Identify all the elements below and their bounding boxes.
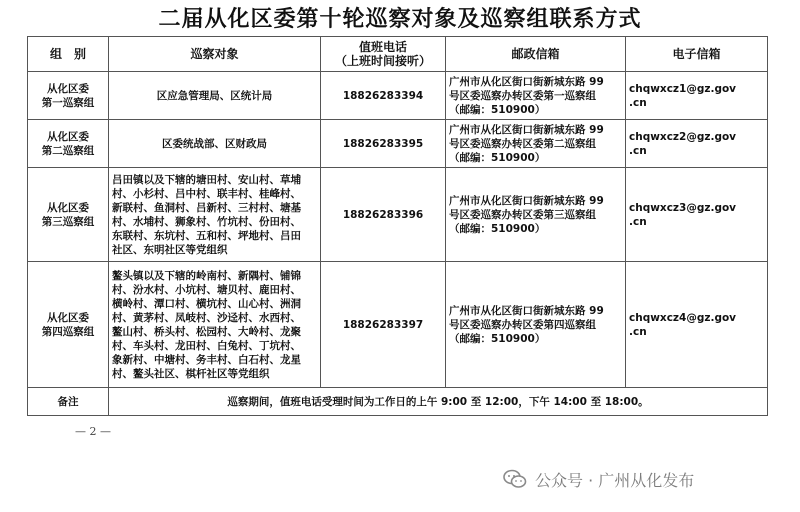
header-phone-line1: 值班电话 <box>358 40 407 54</box>
target-line: 村、鳌头社区、棋杆社区等党组织 <box>112 367 270 380</box>
table-row <box>28 72 768 120</box>
inspection-contact-table <box>27 36 768 416</box>
header-phone-line2: （上班时间接听） <box>334 54 431 68</box>
target-line: 社区、东明社区等党组织 <box>112 243 228 256</box>
watermark <box>503 466 694 492</box>
address-line: 广州市从化区街口街新城东路 99 <box>449 304 604 317</box>
group-line: 第四巡察组 <box>41 325 95 338</box>
table-header-row <box>28 37 768 72</box>
address-cell <box>446 72 626 120</box>
address-line: 广州市从化区街口街新城东路 99 <box>449 123 604 136</box>
phone-cell: 18826283396 <box>321 168 446 262</box>
header-group: 组 别 <box>28 37 109 72</box>
group-cell <box>28 262 109 388</box>
target-line: 横岭村、潭口村、横坑村、山心村、洲洞 <box>112 297 301 310</box>
watermark-text: 公众号 · 广州从化发布 <box>535 470 695 490</box>
email-line: .cn <box>629 96 647 109</box>
group-line: 从化区委 <box>47 130 89 143</box>
remark-row <box>28 388 768 416</box>
address-cell <box>446 120 626 168</box>
table-row <box>28 120 768 168</box>
target-line: 村、黄茅村、凤岐村、沙迳村、水西村、 <box>112 311 301 324</box>
email-line: .cn <box>629 215 647 228</box>
target-cell <box>109 72 321 120</box>
target-line: 区委统战部、区财政局 <box>162 137 267 150</box>
address-line: 号区委巡察办转区委第二巡察组 <box>449 137 596 150</box>
target-line: 新联村、鱼洞村、吕新村、三村村、塘基 <box>112 201 301 214</box>
group-cell <box>28 168 109 262</box>
group-line: 第三巡察组 <box>41 215 95 228</box>
email-cell <box>626 72 768 120</box>
address-cell <box>446 262 626 388</box>
group-line: 从化区委 <box>47 201 89 214</box>
email-line: .cn <box>629 325 647 338</box>
address-line: （邮编：510900） <box>449 222 546 235</box>
target-line: 区应急管理局、区统计局 <box>156 89 273 102</box>
address-line: 广州市从化区街口街新城东路 99 <box>449 194 604 207</box>
header-address: 邮政信箱 <box>446 37 626 72</box>
header-target: 巡察对象 <box>109 37 321 72</box>
target-line: 村、水埔村、狮象村、竹坑村、份田村、 <box>112 215 301 228</box>
phone-cell: 18826283397 <box>321 262 446 388</box>
target-line: 象新村、中塘村、务丰村、白石村、龙星 <box>112 353 301 366</box>
document-title: 二届从化区委第十轮巡察对象及巡察组联系方式 <box>158 7 642 32</box>
target-line: 村、汾水村、小坑村、塘贝村、鹿田村、 <box>112 283 301 296</box>
target-line: 村、车头村、龙田村、白兔村、丁坑村、 <box>112 339 301 352</box>
email-line: chqwxcz4@gz.gov <box>629 311 737 324</box>
address-line: 广州市从化区街口街新城东路 99 <box>449 75 604 88</box>
phone-cell: 18826283395 <box>321 120 446 168</box>
header-email: 电子信箱 <box>626 37 768 72</box>
header-phone <box>321 37 446 72</box>
group-line: 从化区委 <box>47 82 89 95</box>
table-row <box>28 168 768 262</box>
address-line: 号区委巡察办转区委第一巡察组 <box>449 89 596 102</box>
address-cell <box>446 168 626 262</box>
email-cell <box>626 168 768 262</box>
address-line: 号区委巡察办转区委第四巡察组 <box>449 318 596 331</box>
email-cell <box>626 120 768 168</box>
target-line: 鳌山村、桥头村、松园村、大岭村、龙聚 <box>112 325 301 338</box>
target-cell <box>109 262 321 388</box>
phone-cell: 18826283394 <box>321 72 446 120</box>
target-line: 鳌头镇以及下辖的岭南村、新隅村、铺锦 <box>112 269 301 282</box>
group-line: 从化区委 <box>47 311 89 324</box>
remark-label: 备注 <box>28 388 109 416</box>
email-cell <box>626 262 768 388</box>
email-line: chqwxcz3@gz.gov <box>629 201 737 214</box>
target-line: 吕田镇以及下辖的塘田村、安山村、草埔 <box>112 173 301 186</box>
address-line: （邮编：510900） <box>449 332 546 345</box>
wechat-icon <box>503 469 527 489</box>
group-cell <box>28 72 109 120</box>
group-cell <box>28 120 109 168</box>
target-cell <box>109 120 321 168</box>
target-cell <box>109 168 321 262</box>
remark-text: 巡察期间，值班电话受理时间为工作日的上午 9:00 至 12:00，下午 14:00 至 18:00。 <box>109 388 768 416</box>
target-line: 东联村、东坑村、五和村、坪地村、吕田 <box>112 229 301 242</box>
address-line: （邮编：510900） <box>449 151 546 164</box>
address-line: （邮编：510900） <box>449 103 546 116</box>
page-number: — 2 — <box>75 425 111 438</box>
address-line: 号区委巡察办转区委第三巡察组 <box>449 208 596 221</box>
email-line: .cn <box>629 144 647 157</box>
group-line: 第二巡察组 <box>41 144 95 157</box>
group-line: 第一巡察组 <box>41 96 95 109</box>
email-line: chqwxcz2@gz.gov <box>629 130 737 143</box>
email-line: chqwxcz1@gz.gov <box>629 82 737 95</box>
table-row <box>28 262 768 388</box>
target-line: 村、小杉村、吕中村、联丰村、桂峰村、 <box>112 187 301 200</box>
